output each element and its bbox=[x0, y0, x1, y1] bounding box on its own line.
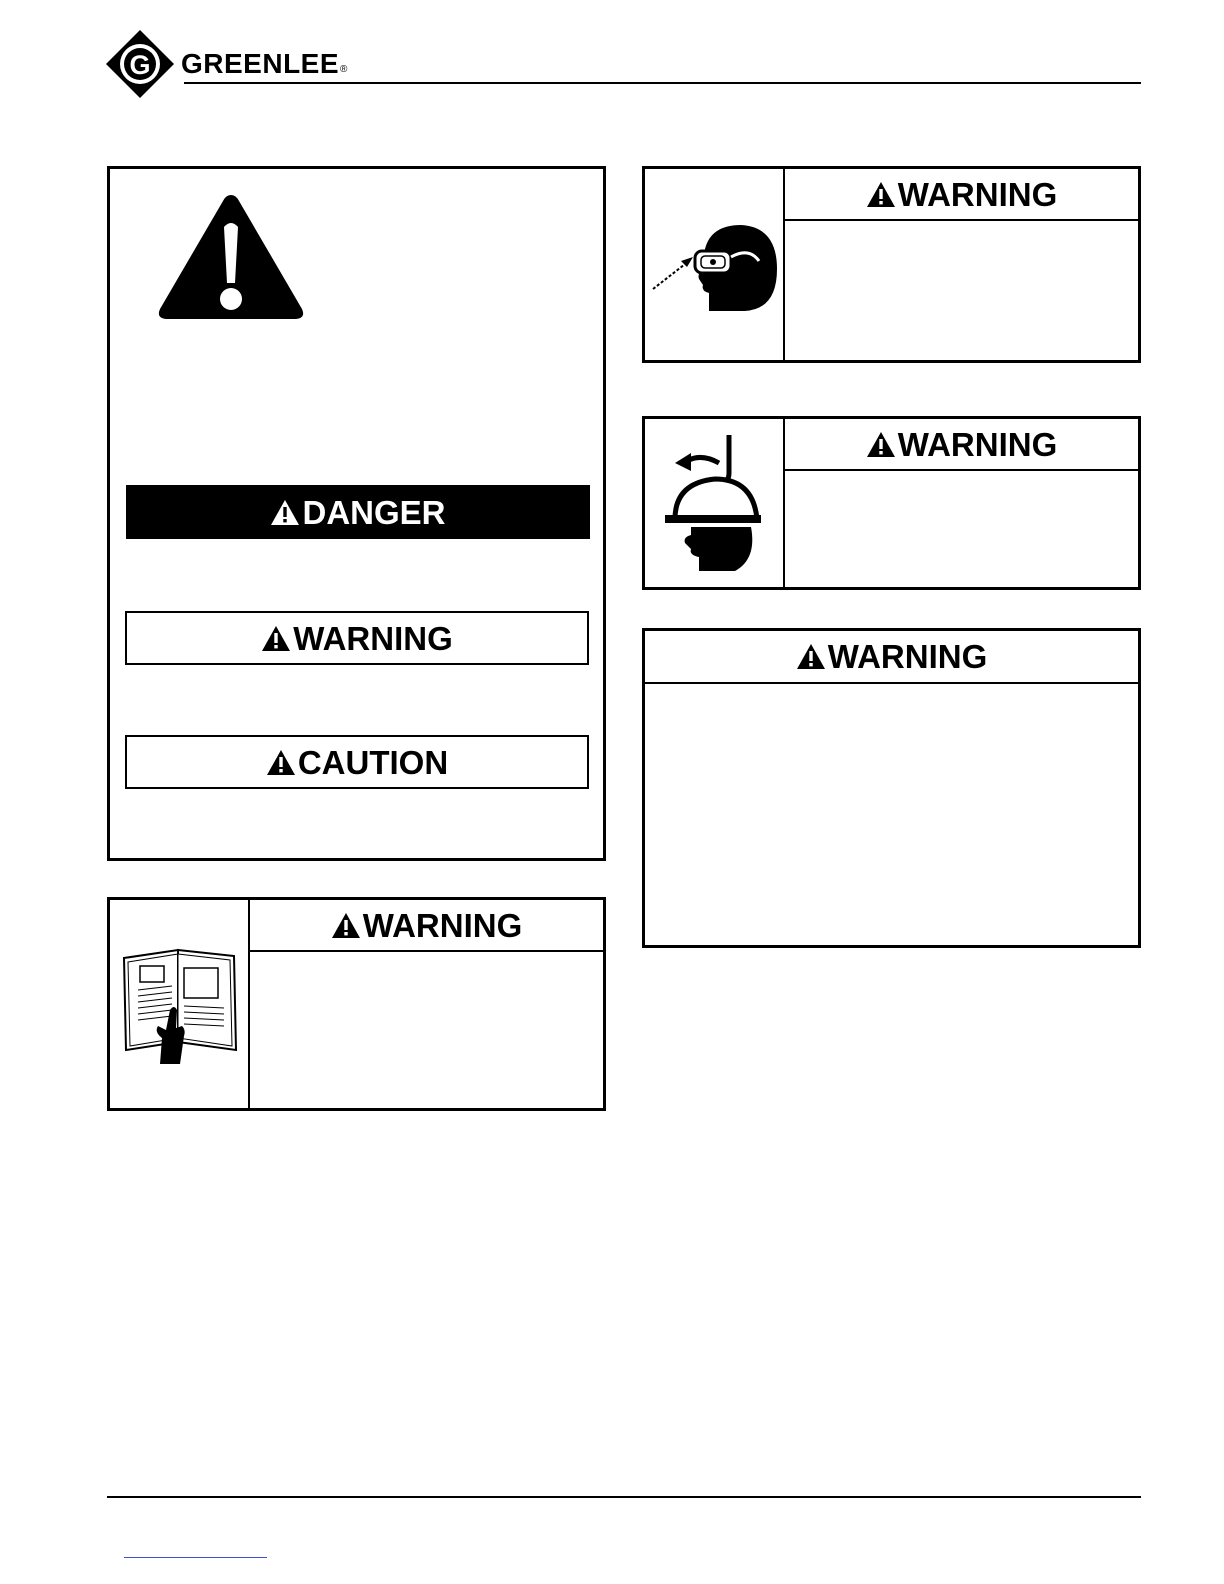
warning-header bbox=[785, 419, 1138, 469]
read-manual-icon bbox=[120, 946, 242, 1066]
warning-header bbox=[785, 169, 1138, 219]
head-protection-icon bbox=[661, 433, 771, 577]
eye-protection-icon bbox=[649, 219, 779, 319]
alert-triangle-icon bbox=[331, 912, 361, 939]
read-manual-warning-box bbox=[107, 897, 606, 1111]
eye-protection-warning-box bbox=[642, 166, 1141, 363]
divider bbox=[785, 469, 1138, 471]
logo-letter: G bbox=[129, 50, 151, 80]
warning-label: WARNING bbox=[897, 425, 1058, 463]
safety-alert-symbol-icon bbox=[156, 191, 306, 323]
warning-label: WARNING bbox=[362, 906, 523, 944]
alert-triangle-icon bbox=[261, 625, 291, 652]
alert-triangle-icon bbox=[866, 181, 896, 208]
warning-header bbox=[645, 631, 1138, 682]
divider bbox=[250, 950, 603, 952]
general-warning-box bbox=[642, 628, 1141, 948]
divider bbox=[645, 682, 1138, 684]
warning-label: WARNING bbox=[293, 619, 453, 657]
alert-triangle-icon bbox=[266, 749, 296, 776]
safety-alert-box bbox=[107, 166, 606, 861]
warning-label: WARNING bbox=[897, 175, 1058, 213]
greenlee-logo-icon bbox=[106, 30, 174, 98]
head-protection-warning-box bbox=[642, 416, 1141, 590]
alert-triangle-icon bbox=[270, 499, 300, 526]
header-rule bbox=[184, 82, 1141, 84]
warning-header bbox=[250, 900, 603, 950]
alert-triangle-icon bbox=[796, 643, 826, 670]
caution-label: CAUTION bbox=[297, 743, 449, 781]
brand-name: GREENLEE bbox=[181, 48, 340, 79]
footer-rule bbox=[107, 1496, 1141, 1498]
alert-triangle-icon bbox=[866, 431, 896, 458]
registered-mark: ® bbox=[340, 64, 348, 75]
warning-label: WARNING bbox=[827, 638, 988, 675]
warning-banner bbox=[125, 611, 589, 665]
footer-link-underline[interactable] bbox=[124, 1557, 267, 1558]
divider bbox=[785, 219, 1138, 221]
danger-label: DANGER bbox=[302, 493, 446, 531]
caution-banner bbox=[125, 735, 589, 789]
danger-banner bbox=[126, 485, 590, 539]
